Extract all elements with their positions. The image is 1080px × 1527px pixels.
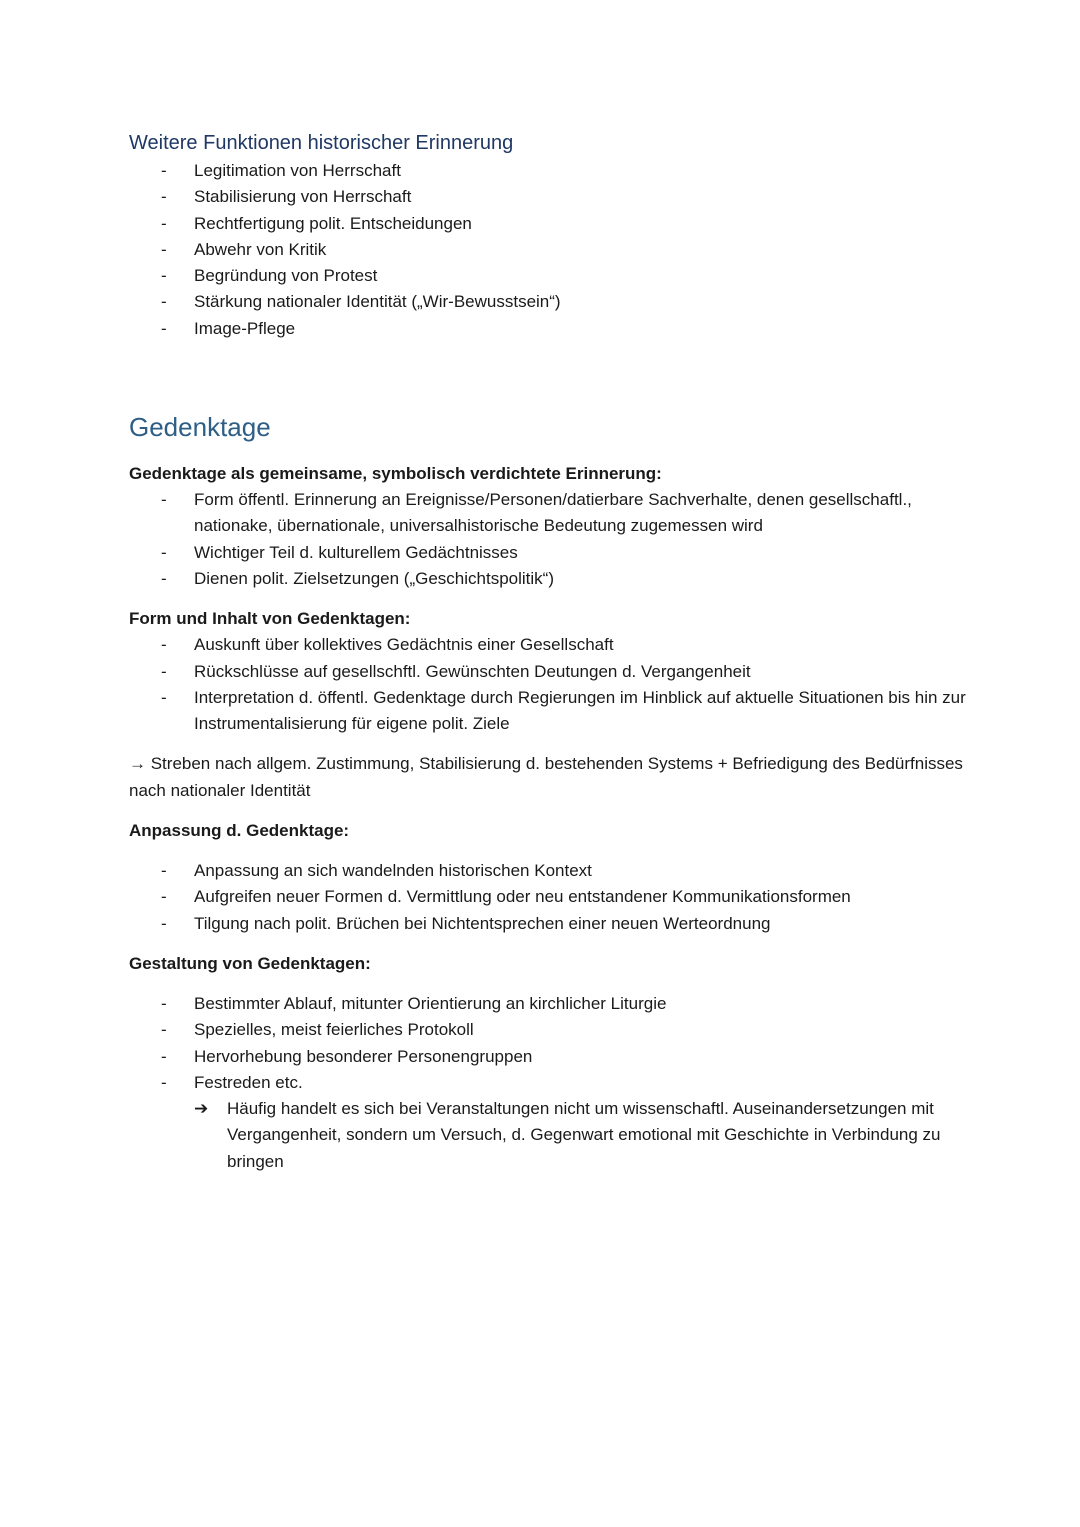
dash-bullet: - [161, 661, 167, 681]
adaptation-subheading: Anpassung d. Gedenktage: [129, 821, 350, 841]
dash-bullet: - [161, 292, 167, 312]
dash-bullet: - [161, 490, 167, 510]
list-item: - Abwehr von Kritik [129, 237, 969, 263]
form-content-subheading: Form und Inhalt von Gedenktagen: [129, 609, 411, 629]
arrow-right-icon: ➔ [194, 1099, 209, 1119]
functions-list [129, 158, 969, 342]
form-content-conclusion: → Streben nach allgem. Zustimmung, Stabilisierung d. bestehenden Systems + Befriedigung des Bedürfnisses nach nationaler Identität [129, 754, 963, 800]
gedenktage-heading: Gedenktage [129, 412, 271, 443]
list-item: - Aufgreifen neuer Formen d. Vermittlung oder neu entstandener Kommunikationsformen [129, 884, 969, 910]
dash-bullet: - [161, 213, 167, 233]
list-item: - Begründung von Protest [129, 263, 969, 289]
list-item: - Form öffentl. Erinnerung an Ereignisse/Personen/datierbare Sachverhalte, denen gesellschaftl., nationake, übernationale, universalhistorische Bedeutung zugemessen wird [129, 487, 969, 540]
list-item: - Image-Pflege [129, 316, 969, 342]
dash-bullet: - [161, 887, 167, 907]
list-item: - Spezielles, meist feierliches Protokoll [129, 1017, 969, 1043]
list-item: - Wichtiger Teil d. kulturellem Gedächtnisses [129, 540, 969, 566]
dash-bullet: - [161, 1046, 167, 1066]
design-list [129, 991, 969, 1096]
dash-bullet: - [161, 1020, 167, 1040]
symbolic-list [129, 487, 969, 592]
dash-bullet: - [161, 1072, 167, 1092]
list-item: - Legitimation von Herrschaft [129, 158, 969, 184]
dash-bullet: - [161, 687, 167, 707]
dash-bullet: - [161, 187, 167, 207]
list-item: - Stabilisierung von Herrschaft [129, 184, 969, 210]
functions-heading: Weitere Funktionen historischer Erinnerung [129, 132, 514, 154]
list-item: - Hervorhebung besonderer Personengruppen [129, 1044, 969, 1070]
dash-bullet: - [161, 161, 167, 180]
dash-bullet: - [161, 635, 167, 655]
dash-bullet: - [161, 266, 167, 286]
dash-bullet: - [161, 542, 167, 562]
adaptation-list [129, 858, 969, 937]
list-item: - Tilgung nach polit. Brüchen bei Nichtentsprechen einer neuen Werteordnung [129, 911, 969, 937]
list-item: - Rechtfertigung polit. Entscheidungen [129, 211, 969, 237]
list-item: - Festreden etc. [129, 1070, 969, 1096]
list-item: - Dienen polit. Zielsetzungen („Geschichtspolitik“) [129, 566, 969, 592]
list-item: - Stärkung nationaler Identität („Wir-Bewusstsein“) [129, 289, 969, 315]
list-item: - Bestimmter Ablauf, mitunter Orientierung an kirchlicher Liturgie [129, 991, 969, 1017]
list-item: - Anpassung an sich wandelnden historischen Kontext [129, 858, 969, 884]
dash-bullet: - [161, 993, 167, 1013]
symbolic-subheading: Gedenktage als gemeinsame, symbolisch verdichtete Erinnerung: [129, 464, 662, 484]
dash-bullet: - [161, 913, 167, 933]
form-content-list [129, 632, 969, 737]
list-item: ➔ Häufig handelt es sich bei Veranstaltungen nicht um wissenschaftl. Auseinandersetzungen mit Vergangenheit, sondern um Versuch, d. Gegenwart emotional mit Geschichte in Verbindung zu bringen [129, 1096, 969, 1175]
dash-bullet: - [161, 318, 167, 338]
dash-bullet: - [161, 861, 167, 881]
dash-bullet: - [161, 239, 167, 259]
list-item: - Rückschlüsse auf gesellschftl. Gewünschten Deutungen d. Vergangenheit [129, 659, 969, 685]
dash-bullet: - [161, 568, 167, 588]
list-item: - Interpretation d. öffentl. Gedenktage durch Regierungen im Hinblick auf aktuelle Situationen bis hin zur Instrumentalisierung für eigene polit. Ziele [129, 685, 969, 738]
document-content [129, 128, 969, 1175]
design-arrow-list [129, 1096, 969, 1175]
design-subheading: Gestaltung von Gedenktagen: [129, 953, 371, 973]
list-item: - Auskunft über kollektives Gedächtnis einer Gesellschaft [129, 632, 969, 658]
